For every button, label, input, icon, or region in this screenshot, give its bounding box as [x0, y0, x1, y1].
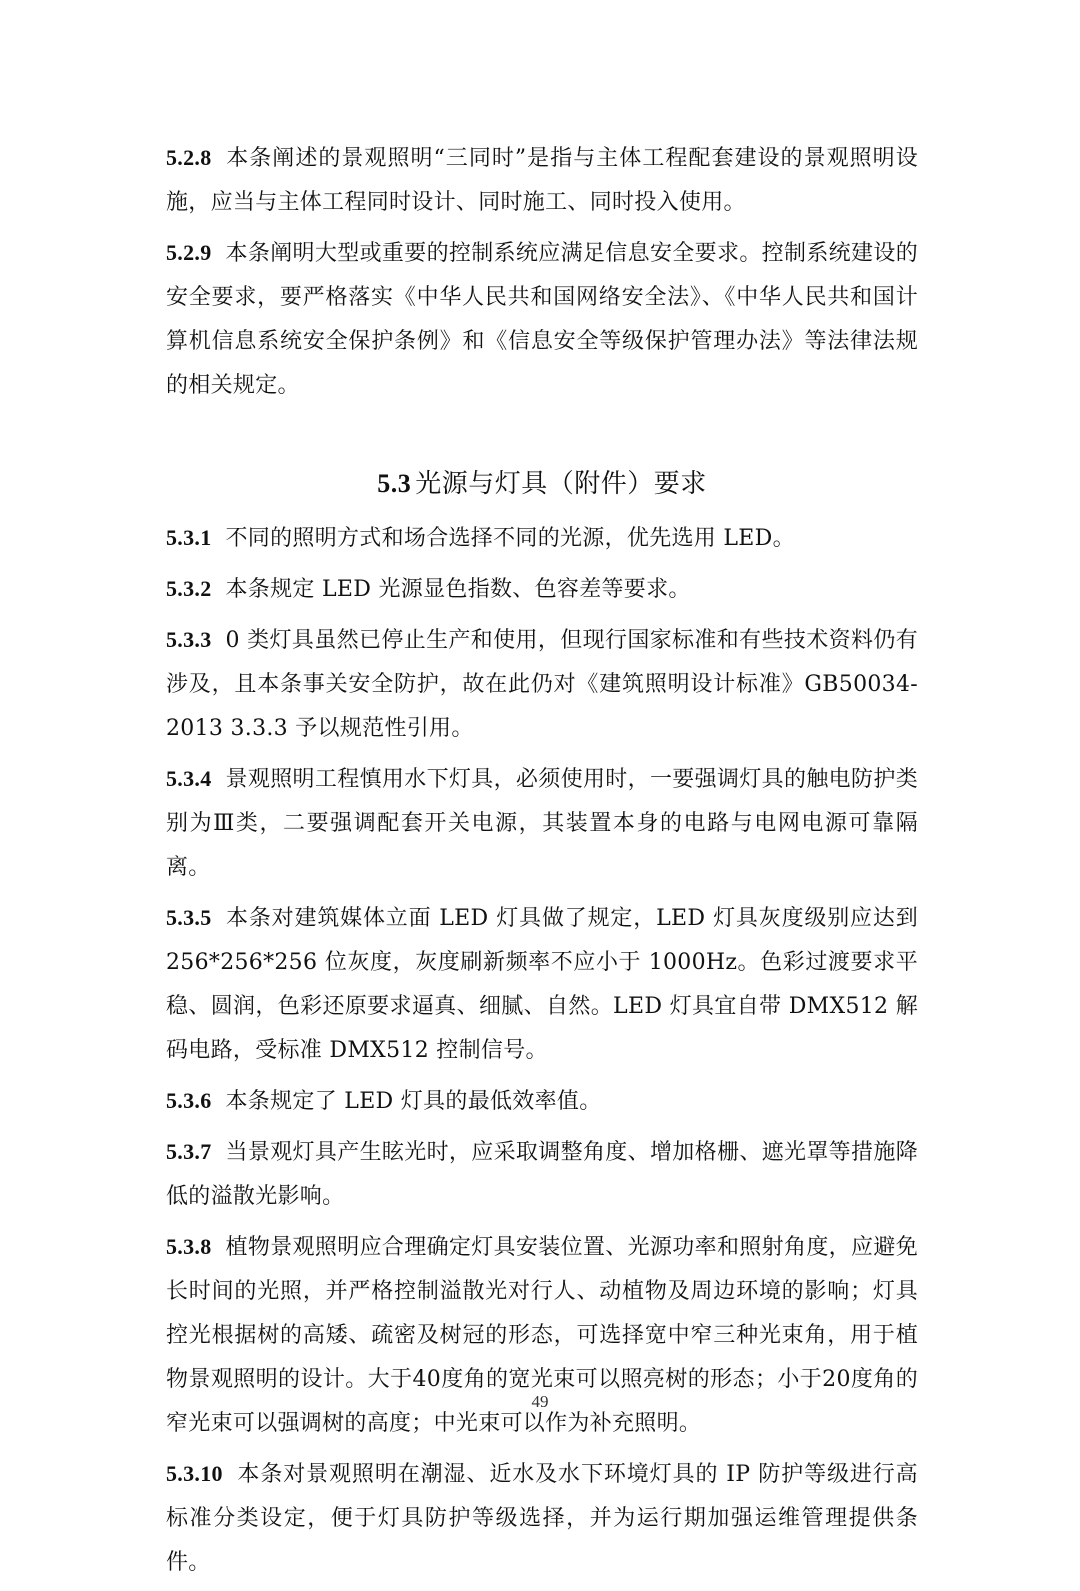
- clause-number: 5.3.3: [166, 627, 212, 652]
- clause-5-3-6: [166, 1079, 918, 1124]
- clause-5-3-4: [166, 757, 918, 890]
- clause-number: 5.2.9: [166, 240, 212, 265]
- clause-5-3-3: [166, 618, 918, 751]
- clause-number: 5.2.8: [166, 145, 212, 170]
- clause-text: 植物景观照明应合理确定灯具安装位置、光源功率和照射角度，应避免长时间的光照，并严格控制溢散光对行人、动植物及周边环境的影响；灯具控光根据树的高矮、疏密及树冠的形态，可选择宽中窄三种光束角，用于植物景观照明的设计。大于40度角的宽光束可以照亮树的形态；小于20度角的窄光束可以强调树的高度；中光束可以作为补充照明。: [166, 1235, 918, 1436]
- clause-text: 本条规定 LED 光源显色指数、色容差等要求。: [225, 577, 691, 602]
- clause-5-3-1: [166, 516, 918, 561]
- clause-text: 当景观灯具产生眩光时，应采取调整角度、增加格栅、遮光罩等措施降低的溢散光影响。: [166, 1140, 918, 1209]
- clause-5-3-5: [166, 896, 918, 1073]
- clause-5-3-8: [166, 1225, 918, 1446]
- clause-5-2-9: [166, 231, 918, 408]
- clause-text: 本条对建筑媒体立面 LED 灯具做了规定，LED 灯具灰度级别应达到 256*256*256 位灰度，灰度刷新频率不应小于 1000Hz。色彩过渡要求平稳、圆润，色彩还原要求逼真、细腻、自然。LED 灯具宜自带 DMX512 解码电路，受标准 DMX512 控制信号。: [166, 906, 918, 1063]
- clause-5-3-2: [166, 567, 918, 612]
- clause-number: 5.3.4: [166, 766, 212, 791]
- clause-text: 本条阐明大型或重要的控制系统应满足信息安全要求。控制系统建设的安全要求，要严格落实《中华人民共和国网络安全法》、《中华人民共和国计算机信息系统安全保护条例》和《信息安全等级保护管理办法》等法律法规的相关规定。: [166, 241, 918, 398]
- section-number: 5.3: [377, 469, 412, 498]
- clause-text: 本条对景观照明在潮湿、近水及水下环境灯具的 IP 防护等级进行高标准分类设定，便于灯具防护等级选择，并为运行期加强运维管理提供条件。: [166, 1462, 918, 1575]
- clause-text: 本条规定了 LED 灯具的最低效率值。: [225, 1089, 602, 1114]
- clause-number: 5.3.10: [166, 1461, 223, 1486]
- clause-5-3-7: [166, 1130, 918, 1219]
- clause-number: 5.3.5: [166, 905, 212, 930]
- page-content: [166, 136, 918, 1591]
- clause-number: 5.3.6: [166, 1088, 212, 1113]
- section-heading: [166, 462, 918, 506]
- clause-number: 5.3.7: [166, 1139, 212, 1164]
- clause-5-2-8: [166, 136, 918, 225]
- page-number: 49: [531, 1392, 549, 1411]
- clause-text: 0 类灯具虽然已停止生产和使用，但现行国家标准和有些技术资料仍有涉及，且本条事关安全防护，故在此仍对《建筑照明设计标准》GB50034-2013 3.3.3 予以规范性引用。: [166, 628, 918, 741]
- clause-number: 5.3.2: [166, 576, 212, 601]
- clause-number: 5.3.1: [166, 525, 212, 550]
- clause-text: 景观照明工程慎用水下灯具，必须使用时，一要强调灯具的触电防护类别为Ⅲ类，二要强调配套开关电源，其装置本身的电路与电网电源可靠隔离。: [166, 767, 918, 880]
- section-title-text: 光源与灯具（附件）要求: [415, 469, 707, 499]
- clause-number: 5.3.8: [166, 1234, 212, 1259]
- clause-5-3-10: [166, 1452, 918, 1585]
- clause-text: 本条阐述的景观照明“三同时”是指与主体工程配套建设的景观照明设施，应当与主体工程同时设计、同时施工、同时投入使用。: [166, 146, 918, 215]
- clause-text: 不同的照明方式和场合选择不同的光源，优先选用 LED。: [225, 526, 795, 551]
